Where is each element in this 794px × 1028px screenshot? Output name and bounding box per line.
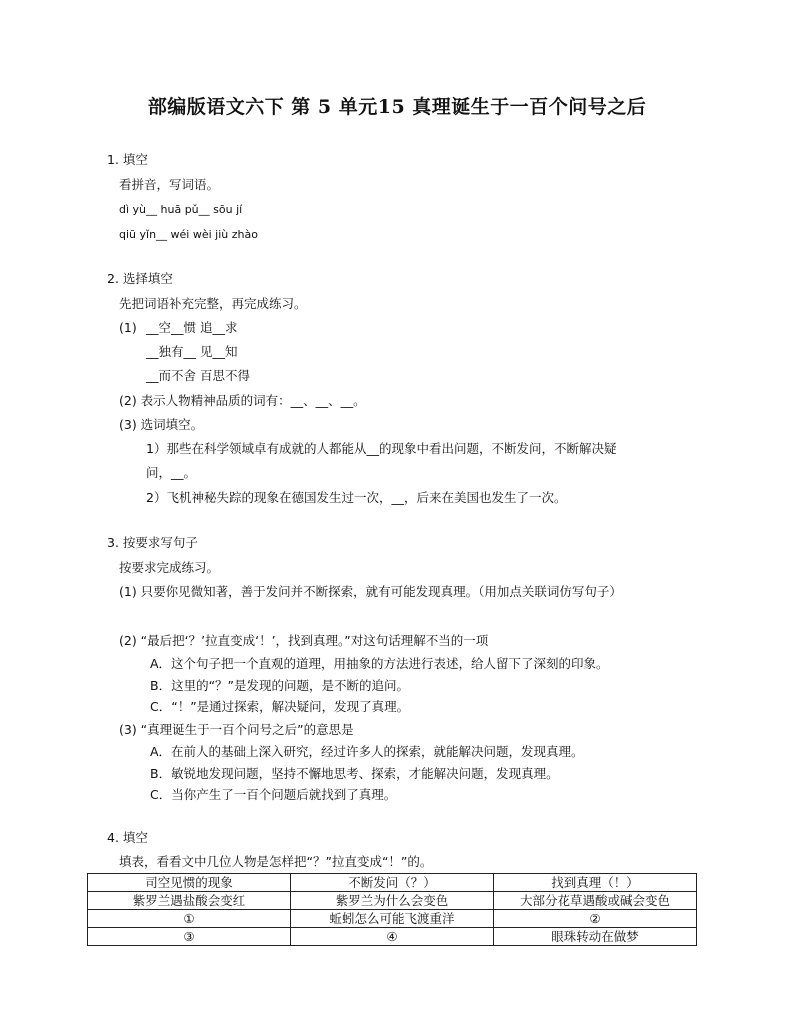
q3-sub1: (1) 只要你见微知著，善于发问并不断探索，就有可能发现真理。（用加点关联词仿写句子） (119, 584, 622, 599)
q4-heading: 4. 填空 (107, 830, 148, 845)
q1-heading: 1. 填空 (107, 152, 148, 167)
table-cell-blank-4: ④ (291, 928, 494, 946)
answer-table (87, 873, 697, 946)
q1-pinyin-row-1: dì yù__ huā pǔ__ sōu jí (119, 203, 243, 216)
table-header-cell: 找到真理（！） (494, 874, 697, 892)
q3-sub3-option-b: B．敏锐地发现问题，坚持不懈地思考、探索，才能解决问题，发现真理。 (150, 766, 559, 781)
table-header-cell: 司空见惯的现象 (88, 874, 291, 892)
table-header-cell: 不断发问（？） (291, 874, 494, 892)
q3-sub3: (3) “真理诞生于一百个问号之后”的意思是 (119, 722, 354, 737)
table-cell-blank-3: ③ (88, 928, 291, 946)
q1-pinyin-row-2: qiū yǐn__ wéi wèi jiù zhào (119, 228, 258, 241)
table-cell: 眼珠转动在做梦 (494, 928, 697, 946)
q2-instruction: 先把词语补充完整，再完成练习。 (119, 296, 307, 311)
q3-sub2-option-a: A．这个句子把一个直观的道理，用抽象的方法进行表述，给人留下了深刻的印象。 (150, 656, 609, 671)
table-cell: 紫罗兰为什么会变色 (291, 892, 494, 910)
q3-sub3-option-c: C．当你产生了一百个问题后就找到了真理。 (150, 787, 397, 802)
table-row (88, 928, 697, 946)
q2-sub3-item-1b: 问，__。 (146, 465, 197, 480)
table-cell: 蚯蚓怎么可能飞渡重洋 (291, 910, 494, 928)
q4-instruction: 填表，看看文中几位人物是怎样把“？”拉直变成“！”的。 (119, 854, 433, 869)
table-cell-blank-1: ① (88, 910, 291, 928)
table-header-row (88, 874, 697, 892)
page-title: 部编版语文六下 第 5 单元15 真理诞生于一百个问号之后 (147, 96, 647, 118)
table-cell-blank-2: ② (494, 910, 697, 928)
q2-heading: 2. 选择填空 (107, 271, 173, 286)
q2-sub2: (2) 表示人物精神品质的词有：__、__、__。 (119, 393, 366, 408)
q3-heading: 3. 按要求写句子 (107, 535, 198, 550)
q2-sub3: (3) 选词填空。 (119, 417, 204, 432)
q2-sub3-item-1a: 1）那些在科学领域卓有成就的人都能从__的现象中看出问题，不断发问，不断解决疑 (146, 441, 617, 456)
q2-sub1-label: (1) (119, 320, 137, 335)
q3-sub2-option-c: C．“！”是通过探索，解决疑问，发现了真理。 (150, 699, 410, 714)
table-row (88, 910, 697, 928)
q3-sub2: (2) “最后把‘？’拉直变成‘！’，找到真理。”对这句话理解不当的一项 (119, 633, 489, 648)
q3-sub3-option-a: A．在前人的基础上深入研究，经过许多人的探索，就能解决问题，发现真理。 (150, 744, 584, 759)
table-cell: 大部分花草遇酸或碱会变色 (494, 892, 697, 910)
q2-sub1-line-3: __而不舍 百思不得 (146, 368, 250, 383)
table-row (88, 892, 697, 910)
q2-sub3-item-2: 2）飞机神秘失踪的现象在德国发生过一次，__，后来在美国也发生了一次。 (146, 490, 567, 505)
q3-instruction: 按要求完成练习。 (119, 560, 220, 575)
q3-sub2-option-b: B．这里的“？”是发现的问题，是不断的追问。 (150, 678, 410, 693)
q1-instruction: 看拼音，写词语。 (119, 177, 220, 192)
q2-sub1-line-1: __空__惯 追__求 (146, 320, 238, 335)
table-cell: 紫罗兰遇盐酸会变红 (88, 892, 291, 910)
q2-sub1-line-2: __独有__ 见__知 (146, 344, 238, 359)
